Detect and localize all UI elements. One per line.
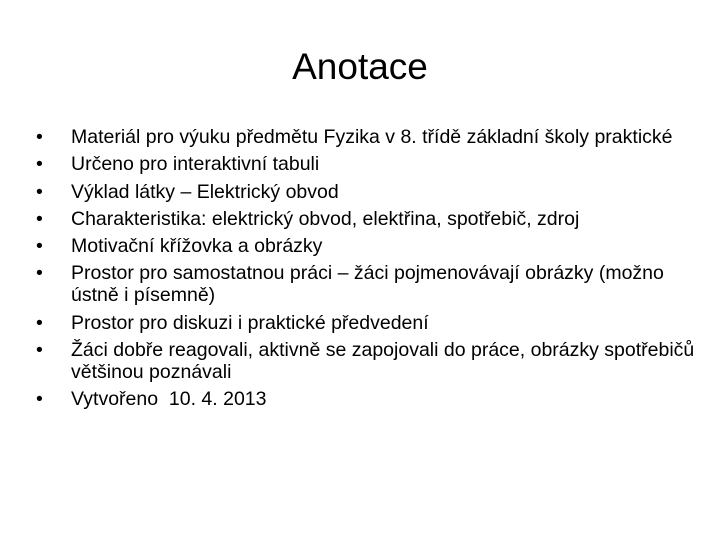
bullet-icon: • [36, 388, 43, 411]
slide-title: Anotace [292, 46, 428, 87]
bullet-text: Výklad látky – Elektrický obvod [71, 180, 339, 203]
bullet-item-student-feedback [36, 339, 696, 383]
bullet-item-characteristics [36, 208, 696, 230]
bullet-text: Prostor pro samostatnou práci – žáci pojmenovávají obrázky (možno ústně i písemně) [71, 262, 664, 307]
bullet-text: Charakteristika: elektrický obvod, elektřina, spotřebič, zdroj [71, 207, 580, 230]
bullet-item-crossword [36, 235, 696, 257]
bullet-item-created-date [36, 388, 696, 410]
bullet-item-topic [36, 181, 696, 203]
bullet-item-material [36, 126, 696, 148]
bullet-icon: • [36, 235, 43, 258]
bullet-text: Určeno pro interaktivní tabuli [71, 153, 320, 176]
bullet-item-discussion [36, 312, 696, 334]
bullet-text: Žáci dobře reagovali, aktivně se zapojovali do práce, obrázky spotřebičů většinou poznávali [71, 339, 695, 384]
bullet-text: Vytvořeno 10. 4. 2013 [71, 388, 267, 411]
bullet-icon: • [36, 207, 43, 230]
bullet-text: Prostor pro diskuzi i praktické předvedení [71, 311, 429, 334]
bullet-icon: • [36, 180, 43, 203]
bullet-icon: • [36, 153, 43, 176]
bullet-icon: • [36, 126, 43, 148]
bullet-text: Materiál pro výuku předmětu Fyzika v 8. třídě základní školy praktické [71, 126, 673, 148]
bullet-text: Motivační křížovka a obrázky [71, 235, 323, 258]
bullet-list [36, 126, 696, 416]
bullet-icon: • [36, 339, 43, 362]
bullet-icon: • [36, 311, 43, 334]
bullet-icon: • [36, 262, 43, 285]
bullet-item-independent-work [36, 262, 696, 306]
bullet-item-interactive-board [36, 153, 696, 175]
